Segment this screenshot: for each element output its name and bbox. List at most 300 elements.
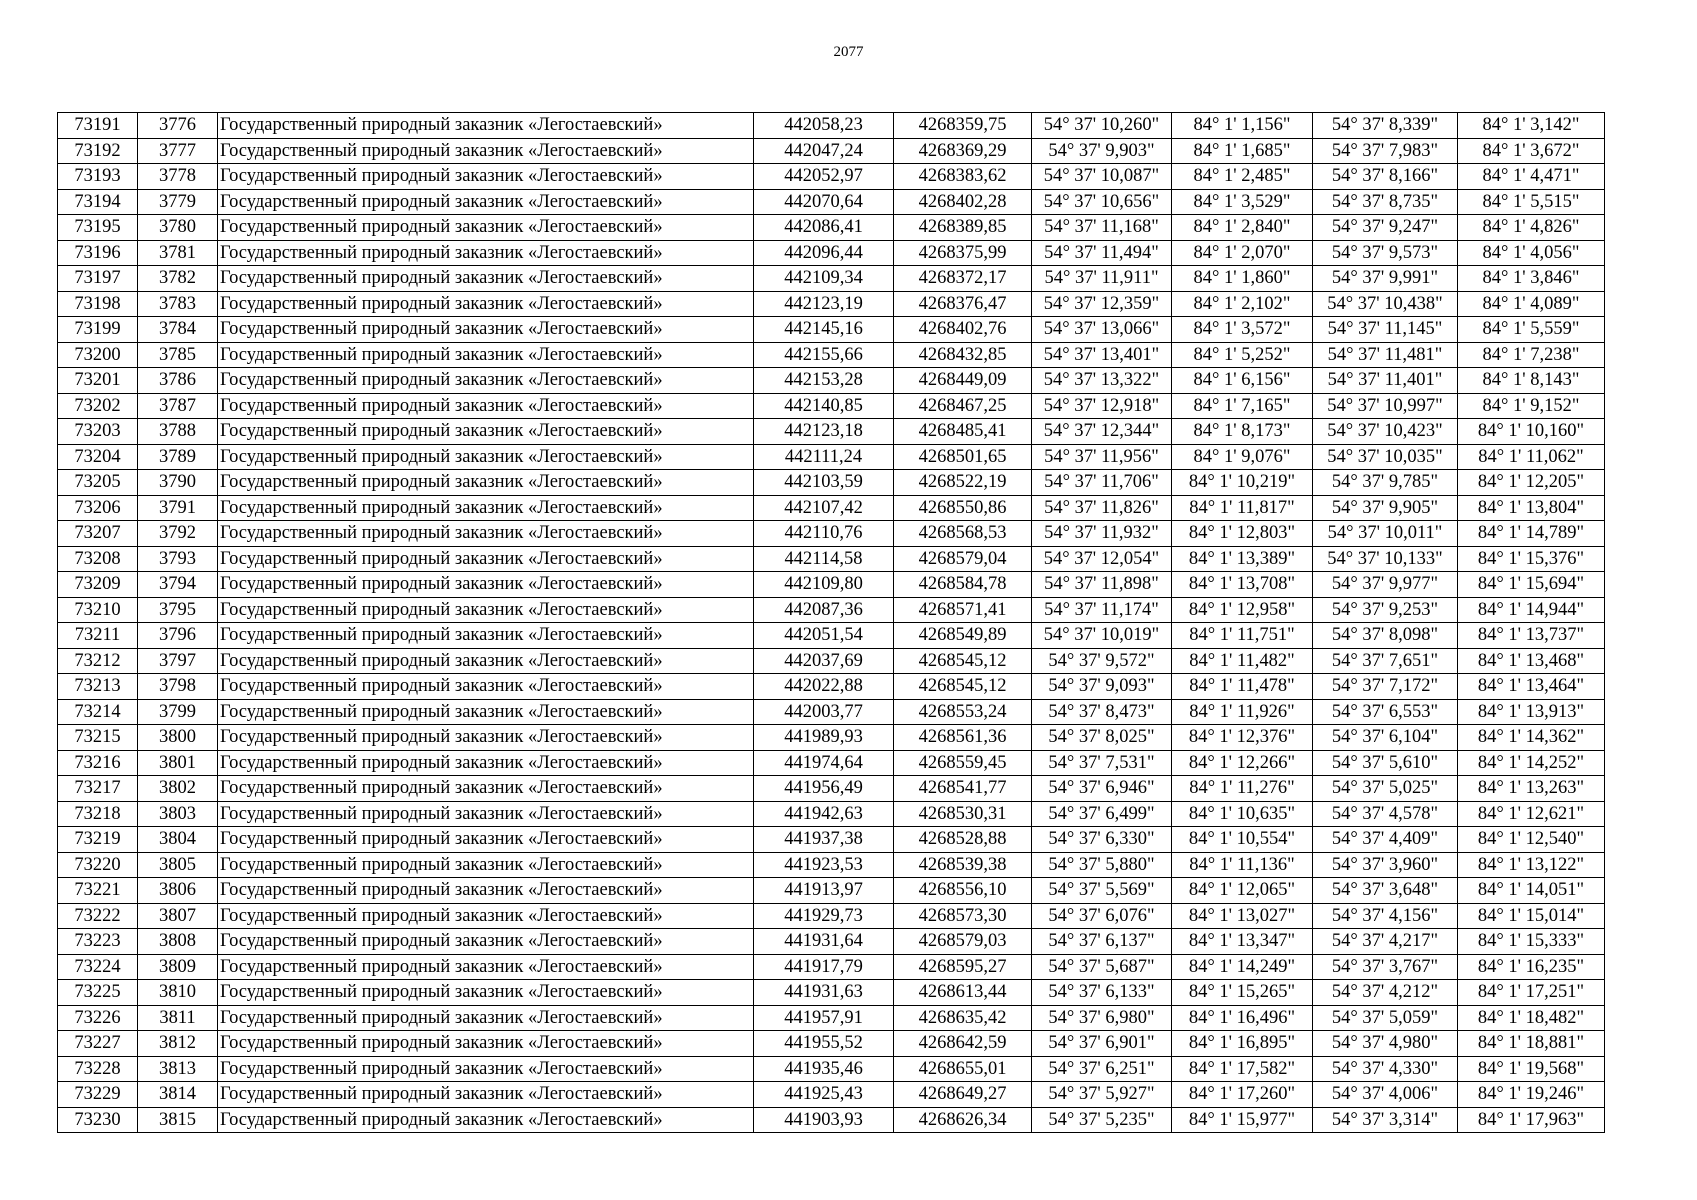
- cell-latitude-2: 54° 37' 9,573": [1313, 240, 1458, 266]
- cell-record-number: 73212: [58, 648, 138, 674]
- cell-longitude-2: 84° 1' 17,963": [1458, 1107, 1605, 1133]
- cell-x-coordinate: 441931,63: [754, 980, 894, 1006]
- cell-point-number: 3788: [138, 419, 218, 445]
- cell-y-coordinate: 4268376,47: [894, 291, 1032, 317]
- cell-y-coordinate: 4268559,45: [894, 750, 1032, 776]
- cell-longitude-1: 84° 1' 6,156": [1172, 368, 1313, 394]
- cell-x-coordinate: 442111,24: [754, 444, 894, 470]
- cell-longitude-2: 84° 1' 4,089": [1458, 291, 1605, 317]
- cell-reserve-name: Государственный природный заказник «Легостаевский»: [218, 164, 754, 190]
- cell-x-coordinate: 441913,97: [754, 878, 894, 904]
- cell-point-number: 3793: [138, 546, 218, 572]
- page-number: 2077: [833, 44, 864, 60]
- cell-y-coordinate: 4268571,41: [894, 597, 1032, 623]
- table-row: [58, 776, 1605, 802]
- cell-reserve-name: Государственный природный заказник «Легостаевский»: [218, 954, 754, 980]
- cell-longitude-2: 84° 1' 19,246": [1458, 1082, 1605, 1108]
- cell-record-number: 73223: [58, 929, 138, 955]
- cell-longitude-1: 84° 1' 14,249": [1172, 954, 1313, 980]
- cell-longitude-1: 84° 1' 9,076": [1172, 444, 1313, 470]
- table-row: [58, 674, 1605, 700]
- cell-x-coordinate: 442052,97: [754, 164, 894, 190]
- cell-x-coordinate: 442107,42: [754, 495, 894, 521]
- cell-x-coordinate: 441955,52: [754, 1031, 894, 1057]
- cell-x-coordinate: 442109,80: [754, 572, 894, 598]
- cell-x-coordinate: 442109,34: [754, 266, 894, 292]
- cell-y-coordinate: 4268568,53: [894, 521, 1032, 547]
- cell-longitude-2: 84° 1' 4,471": [1458, 164, 1605, 190]
- cell-x-coordinate: 441931,64: [754, 929, 894, 955]
- cell-latitude-2: 54° 37' 6,104": [1313, 725, 1458, 751]
- cell-latitude-2: 54° 37' 4,006": [1313, 1082, 1458, 1108]
- cell-longitude-2: 84° 1' 14,789": [1458, 521, 1605, 547]
- cell-reserve-name: Государственный природный заказник «Легостаевский»: [218, 521, 754, 547]
- cell-y-coordinate: 4268369,29: [894, 138, 1032, 164]
- cell-y-coordinate: 4268553,24: [894, 699, 1032, 725]
- table-row: [58, 954, 1605, 980]
- cell-latitude-2: 54° 37' 4,330": [1313, 1056, 1458, 1082]
- cell-point-number: 3785: [138, 342, 218, 368]
- cell-latitude-1: 54° 37' 6,251": [1032, 1056, 1172, 1082]
- cell-y-coordinate: 4268402,76: [894, 317, 1032, 343]
- cell-longitude-2: 84° 1' 18,482": [1458, 1005, 1605, 1031]
- table-row: [58, 266, 1605, 292]
- cell-latitude-1: 54° 37' 11,174": [1032, 597, 1172, 623]
- cell-latitude-1: 54° 37' 11,494": [1032, 240, 1172, 266]
- cell-record-number: 73222: [58, 903, 138, 929]
- table-row: [58, 317, 1605, 343]
- cell-latitude-1: 54° 37' 11,706": [1032, 470, 1172, 496]
- cell-point-number: 3792: [138, 521, 218, 547]
- cell-longitude-2: 84° 1' 13,737": [1458, 623, 1605, 649]
- cell-longitude-2: 84° 1' 4,056": [1458, 240, 1605, 266]
- table-row: [58, 1056, 1605, 1082]
- cell-record-number: 73205: [58, 470, 138, 496]
- cell-point-number: 3794: [138, 572, 218, 598]
- cell-longitude-2: 84° 1' 12,621": [1458, 801, 1605, 827]
- cell-record-number: 73194: [58, 189, 138, 215]
- cell-reserve-name: Государственный природный заказник «Легостаевский»: [218, 597, 754, 623]
- cell-longitude-1: 84° 1' 1,860": [1172, 266, 1313, 292]
- cell-longitude-1: 84° 1' 7,165": [1172, 393, 1313, 419]
- cell-longitude-2: 84° 1' 13,468": [1458, 648, 1605, 674]
- cell-record-number: 73215: [58, 725, 138, 751]
- cell-y-coordinate: 4268372,17: [894, 266, 1032, 292]
- cell-latitude-1: 54° 37' 9,093": [1032, 674, 1172, 700]
- cell-longitude-1: 84° 1' 15,265": [1172, 980, 1313, 1006]
- cell-reserve-name: Государственный природный заказник «Легостаевский»: [218, 495, 754, 521]
- cell-record-number: 73229: [58, 1082, 138, 1108]
- cell-point-number: 3800: [138, 725, 218, 751]
- cell-latitude-1: 54° 37' 11,826": [1032, 495, 1172, 521]
- cell-reserve-name: Государственный природный заказник «Легостаевский»: [218, 138, 754, 164]
- table-row: [58, 750, 1605, 776]
- cell-point-number: 3801: [138, 750, 218, 776]
- table-row: [58, 291, 1605, 317]
- cell-y-coordinate: 4268539,38: [894, 852, 1032, 878]
- cell-latitude-2: 54° 37' 6,553": [1313, 699, 1458, 725]
- cell-x-coordinate: 441956,49: [754, 776, 894, 802]
- table-row: [58, 827, 1605, 853]
- cell-reserve-name: Государственный природный заказник «Легостаевский»: [218, 317, 754, 343]
- cell-longitude-1: 84° 1' 12,376": [1172, 725, 1313, 751]
- cell-y-coordinate: 4268584,78: [894, 572, 1032, 598]
- cell-x-coordinate: 441917,79: [754, 954, 894, 980]
- cell-x-coordinate: 441903,93: [754, 1107, 894, 1133]
- cell-y-coordinate: 4268549,89: [894, 623, 1032, 649]
- cell-reserve-name: Государственный природный заказник «Легостаевский»: [218, 827, 754, 853]
- cell-longitude-2: 84° 1' 19,568": [1458, 1056, 1605, 1082]
- cell-reserve-name: Государственный природный заказник «Легостаевский»: [218, 929, 754, 955]
- cell-y-coordinate: 4268522,19: [894, 470, 1032, 496]
- cell-record-number: 73209: [58, 572, 138, 598]
- cell-latitude-2: 54° 37' 3,767": [1313, 954, 1458, 980]
- cell-latitude-2: 54° 37' 8,098": [1313, 623, 1458, 649]
- cell-longitude-1: 84° 1' 8,173": [1172, 419, 1313, 445]
- cell-latitude-2: 54° 37' 10,011": [1313, 521, 1458, 547]
- cell-longitude-1: 84° 1' 16,496": [1172, 1005, 1313, 1031]
- cell-point-number: 3790: [138, 470, 218, 496]
- cell-latitude-1: 54° 37' 12,918": [1032, 393, 1172, 419]
- cell-y-coordinate: 4268402,28: [894, 189, 1032, 215]
- cell-point-number: 3791: [138, 495, 218, 521]
- cell-latitude-1: 54° 37' 6,330": [1032, 827, 1172, 853]
- cell-longitude-1: 84° 1' 16,895": [1172, 1031, 1313, 1057]
- cell-reserve-name: Государственный природный заказник «Легостаевский»: [218, 342, 754, 368]
- cell-longitude-2: 84° 1' 11,062": [1458, 444, 1605, 470]
- cell-longitude-2: 84° 1' 16,235": [1458, 954, 1605, 980]
- cell-y-coordinate: 4268579,03: [894, 929, 1032, 955]
- cell-longitude-1: 84° 1' 3,572": [1172, 317, 1313, 343]
- cell-point-number: 3808: [138, 929, 218, 955]
- cell-latitude-2: 54° 37' 10,035": [1313, 444, 1458, 470]
- cell-point-number: 3797: [138, 648, 218, 674]
- cell-longitude-1: 84° 1' 11,478": [1172, 674, 1313, 700]
- cell-record-number: 73204: [58, 444, 138, 470]
- cell-reserve-name: Государственный природный заказник «Легостаевский»: [218, 878, 754, 904]
- cell-x-coordinate: 442110,76: [754, 521, 894, 547]
- table-row: [58, 113, 1605, 139]
- cell-latitude-2: 54° 37' 9,977": [1313, 572, 1458, 598]
- cell-reserve-name: Государственный природный заказник «Легостаевский»: [218, 648, 754, 674]
- cell-longitude-1: 84° 1' 11,751": [1172, 623, 1313, 649]
- table-row: [58, 648, 1605, 674]
- cell-record-number: 73203: [58, 419, 138, 445]
- cell-record-number: 73208: [58, 546, 138, 572]
- cell-y-coordinate: 4268642,59: [894, 1031, 1032, 1057]
- cell-point-number: 3795: [138, 597, 218, 623]
- cell-longitude-1: 84° 1' 3,529": [1172, 189, 1313, 215]
- cell-longitude-1: 84° 1' 12,803": [1172, 521, 1313, 547]
- table-row: [58, 980, 1605, 1006]
- cell-point-number: 3811: [138, 1005, 218, 1031]
- cell-x-coordinate: 441974,64: [754, 750, 894, 776]
- cell-x-coordinate: 442051,54: [754, 623, 894, 649]
- cell-x-coordinate: 442087,36: [754, 597, 894, 623]
- table-row: [58, 597, 1605, 623]
- cell-longitude-1: 84° 1' 11,482": [1172, 648, 1313, 674]
- cell-x-coordinate: 442047,24: [754, 138, 894, 164]
- cell-x-coordinate: 442022,88: [754, 674, 894, 700]
- cell-record-number: 73201: [58, 368, 138, 394]
- cell-y-coordinate: 4268649,27: [894, 1082, 1032, 1108]
- cell-reserve-name: Государственный природный заказник «Легостаевский»: [218, 1107, 754, 1133]
- cell-latitude-2: 54° 37' 9,247": [1313, 215, 1458, 241]
- cell-longitude-1: 84° 1' 1,156": [1172, 113, 1313, 139]
- cell-latitude-2: 54° 37' 9,905": [1313, 495, 1458, 521]
- cell-record-number: 73225: [58, 980, 138, 1006]
- cell-y-coordinate: 4268545,12: [894, 674, 1032, 700]
- cell-longitude-1: 84° 1' 10,635": [1172, 801, 1313, 827]
- cell-point-number: 3780: [138, 215, 218, 241]
- table-row: [58, 393, 1605, 419]
- cell-latitude-2: 54° 37' 11,145": [1313, 317, 1458, 343]
- cell-longitude-1: 84° 1' 1,685": [1172, 138, 1313, 164]
- cell-record-number: 73217: [58, 776, 138, 802]
- cell-longitude-2: 84° 1' 14,944": [1458, 597, 1605, 623]
- cell-latitude-1: 54° 37' 11,911": [1032, 266, 1172, 292]
- cell-x-coordinate: 442145,16: [754, 317, 894, 343]
- cell-latitude-1: 54° 37' 5,927": [1032, 1082, 1172, 1108]
- cell-record-number: 73227: [58, 1031, 138, 1057]
- cell-longitude-1: 84° 1' 2,102": [1172, 291, 1313, 317]
- cell-record-number: 73218: [58, 801, 138, 827]
- cell-latitude-1: 54° 37' 8,025": [1032, 725, 1172, 751]
- cell-y-coordinate: 4268556,10: [894, 878, 1032, 904]
- cell-latitude-2: 54° 37' 10,997": [1313, 393, 1458, 419]
- cell-longitude-2: 84° 1' 3,672": [1458, 138, 1605, 164]
- cell-reserve-name: Государственный природный заказник «Легостаевский»: [218, 189, 754, 215]
- cell-x-coordinate: 441937,38: [754, 827, 894, 853]
- table-row: [58, 623, 1605, 649]
- cell-longitude-1: 84° 1' 12,958": [1172, 597, 1313, 623]
- cell-latitude-1: 54° 37' 8,473": [1032, 699, 1172, 725]
- cell-longitude-2: 84° 1' 13,464": [1458, 674, 1605, 700]
- cell-latitude-1: 54° 37' 10,656": [1032, 189, 1172, 215]
- table-row: [58, 368, 1605, 394]
- cell-longitude-2: 84° 1' 4,826": [1458, 215, 1605, 241]
- cell-longitude-2: 84° 1' 12,540": [1458, 827, 1605, 853]
- cell-latitude-2: 54° 37' 4,980": [1313, 1031, 1458, 1057]
- cell-latitude-2: 54° 37' 9,991": [1313, 266, 1458, 292]
- cell-y-coordinate: 4268449,09: [894, 368, 1032, 394]
- cell-longitude-2: 84° 1' 14,051": [1458, 878, 1605, 904]
- table-row: [58, 138, 1605, 164]
- cell-record-number: 73193: [58, 164, 138, 190]
- cell-record-number: 73214: [58, 699, 138, 725]
- table-row: [58, 189, 1605, 215]
- cell-x-coordinate: 442123,19: [754, 291, 894, 317]
- cell-y-coordinate: 4268545,12: [894, 648, 1032, 674]
- cell-record-number: 73195: [58, 215, 138, 241]
- cell-latitude-1: 54° 37' 7,531": [1032, 750, 1172, 776]
- cell-y-coordinate: 4268530,31: [894, 801, 1032, 827]
- cell-longitude-2: 84° 1' 12,205": [1458, 470, 1605, 496]
- cell-record-number: 73226: [58, 1005, 138, 1031]
- cell-longitude-1: 84° 1' 11,926": [1172, 699, 1313, 725]
- cell-x-coordinate: 441989,93: [754, 725, 894, 751]
- cell-x-coordinate: 441923,53: [754, 852, 894, 878]
- table-row: [58, 419, 1605, 445]
- cell-y-coordinate: 4268635,42: [894, 1005, 1032, 1031]
- cell-record-number: 73199: [58, 317, 138, 343]
- cell-latitude-1: 54° 37' 6,980": [1032, 1005, 1172, 1031]
- cell-longitude-2: 84° 1' 7,238": [1458, 342, 1605, 368]
- cell-latitude-2: 54° 37' 4,409": [1313, 827, 1458, 853]
- cell-reserve-name: Государственный природный заказник «Легостаевский»: [218, 470, 754, 496]
- cell-x-coordinate: 442003,77: [754, 699, 894, 725]
- cell-latitude-2: 54° 37' 9,253": [1313, 597, 1458, 623]
- cell-latitude-1: 54° 37' 12,054": [1032, 546, 1172, 572]
- cell-record-number: 73198: [58, 291, 138, 317]
- cell-latitude-2: 54° 37' 4,212": [1313, 980, 1458, 1006]
- cell-x-coordinate: 442103,59: [754, 470, 894, 496]
- cell-y-coordinate: 4268528,88: [894, 827, 1032, 853]
- cell-point-number: 3777: [138, 138, 218, 164]
- cell-record-number: 73192: [58, 138, 138, 164]
- cell-latitude-1: 54° 37' 11,956": [1032, 444, 1172, 470]
- cell-y-coordinate: 4268485,41: [894, 419, 1032, 445]
- cell-point-number: 3781: [138, 240, 218, 266]
- cell-y-coordinate: 4268613,44: [894, 980, 1032, 1006]
- cell-longitude-1: 84° 1' 12,065": [1172, 878, 1313, 904]
- cell-point-number: 3799: [138, 699, 218, 725]
- cell-longitude-2: 84° 1' 15,014": [1458, 903, 1605, 929]
- cell-reserve-name: Государственный природный заказник «Легостаевский»: [218, 266, 754, 292]
- cell-y-coordinate: 4268550,86: [894, 495, 1032, 521]
- table-row: [58, 852, 1605, 878]
- cell-longitude-2: 84° 1' 13,122": [1458, 852, 1605, 878]
- table-row: [58, 1031, 1605, 1057]
- cell-x-coordinate: 441942,63: [754, 801, 894, 827]
- cell-y-coordinate: 4268579,04: [894, 546, 1032, 572]
- cell-x-coordinate: 442153,28: [754, 368, 894, 394]
- cell-longitude-2: 84° 1' 17,251": [1458, 980, 1605, 1006]
- cell-point-number: 3813: [138, 1056, 218, 1082]
- cell-x-coordinate: 442096,44: [754, 240, 894, 266]
- cell-latitude-2: 54° 37' 11,481": [1313, 342, 1458, 368]
- coordinates-table-body: [58, 113, 1605, 1133]
- cell-reserve-name: Государственный природный заказник «Легостаевский»: [218, 291, 754, 317]
- cell-longitude-1: 84° 1' 10,219": [1172, 470, 1313, 496]
- cell-reserve-name: Государственный природный заказник «Легостаевский»: [218, 852, 754, 878]
- cell-latitude-2: 54° 37' 10,133": [1313, 546, 1458, 572]
- cell-longitude-1: 84° 1' 11,136": [1172, 852, 1313, 878]
- cell-longitude-1: 84° 1' 13,708": [1172, 572, 1313, 598]
- cell-x-coordinate: 441957,91: [754, 1005, 894, 1031]
- cell-point-number: 3805: [138, 852, 218, 878]
- cell-point-number: 3798: [138, 674, 218, 700]
- cell-latitude-2: 54° 37' 11,401": [1313, 368, 1458, 394]
- cell-x-coordinate: 442086,41: [754, 215, 894, 241]
- cell-latitude-1: 54° 37' 10,087": [1032, 164, 1172, 190]
- cell-point-number: 3814: [138, 1082, 218, 1108]
- cell-longitude-1: 84° 1' 13,027": [1172, 903, 1313, 929]
- table-row: [58, 1005, 1605, 1031]
- cell-latitude-1: 54° 37' 6,137": [1032, 929, 1172, 955]
- cell-point-number: 3783: [138, 291, 218, 317]
- cell-reserve-name: Государственный природный заказник «Легостаевский»: [218, 750, 754, 776]
- cell-reserve-name: Государственный природный заказник «Легостаевский»: [218, 1056, 754, 1082]
- cell-longitude-2: 84° 1' 15,333": [1458, 929, 1605, 955]
- cell-point-number: 3784: [138, 317, 218, 343]
- cell-longitude-2: 84° 1' 3,142": [1458, 113, 1605, 139]
- cell-latitude-2: 54° 37' 8,735": [1313, 189, 1458, 215]
- cell-point-number: 3796: [138, 623, 218, 649]
- cell-latitude-2: 54° 37' 4,578": [1313, 801, 1458, 827]
- cell-reserve-name: Государственный природный заказник «Легостаевский»: [218, 113, 754, 139]
- cell-y-coordinate: 4268595,27: [894, 954, 1032, 980]
- cell-record-number: 73207: [58, 521, 138, 547]
- cell-record-number: 73220: [58, 852, 138, 878]
- cell-x-coordinate: 441935,46: [754, 1056, 894, 1082]
- cell-latitude-1: 54° 37' 12,359": [1032, 291, 1172, 317]
- cell-latitude-2: 54° 37' 8,339": [1313, 113, 1458, 139]
- cell-x-coordinate: 442155,66: [754, 342, 894, 368]
- cell-latitude-1: 54° 37' 11,932": [1032, 521, 1172, 547]
- cell-y-coordinate: 4268561,36: [894, 725, 1032, 751]
- cell-x-coordinate: 441929,73: [754, 903, 894, 929]
- cell-latitude-1: 54° 37' 12,344": [1032, 419, 1172, 445]
- table-row: [58, 342, 1605, 368]
- cell-y-coordinate: 4268573,30: [894, 903, 1032, 929]
- cell-latitude-1: 54° 37' 11,898": [1032, 572, 1172, 598]
- cell-latitude-1: 54° 37' 11,168": [1032, 215, 1172, 241]
- cell-point-number: 3779: [138, 189, 218, 215]
- cell-reserve-name: Государственный природный заказник «Легостаевский»: [218, 776, 754, 802]
- table-row: [58, 929, 1605, 955]
- cell-point-number: 3806: [138, 878, 218, 904]
- cell-longitude-2: 84° 1' 3,846": [1458, 266, 1605, 292]
- cell-latitude-1: 54° 37' 5,687": [1032, 954, 1172, 980]
- cell-x-coordinate: 442114,58: [754, 546, 894, 572]
- table-row: [58, 495, 1605, 521]
- cell-longitude-1: 84° 1' 11,276": [1172, 776, 1313, 802]
- cell-latitude-1: 54° 37' 5,569": [1032, 878, 1172, 904]
- cell-latitude-2: 54° 37' 10,438": [1313, 291, 1458, 317]
- table-row: [58, 240, 1605, 266]
- table-row: [58, 801, 1605, 827]
- cell-record-number: 73230: [58, 1107, 138, 1133]
- cell-reserve-name: Государственный природный заказник «Легостаевский»: [218, 623, 754, 649]
- cell-point-number: 3778: [138, 164, 218, 190]
- cell-x-coordinate: 442058,23: [754, 113, 894, 139]
- cell-longitude-1: 84° 1' 17,582": [1172, 1056, 1313, 1082]
- cell-latitude-2: 54° 37' 7,651": [1313, 648, 1458, 674]
- cell-record-number: 73219: [58, 827, 138, 853]
- cell-longitude-2: 84° 1' 13,804": [1458, 495, 1605, 521]
- cell-point-number: 3804: [138, 827, 218, 853]
- cell-latitude-1: 54° 37' 10,019": [1032, 623, 1172, 649]
- cell-latitude-1: 54° 37' 6,499": [1032, 801, 1172, 827]
- cell-latitude-2: 54° 37' 3,648": [1313, 878, 1458, 904]
- cell-y-coordinate: 4268383,62: [894, 164, 1032, 190]
- cell-reserve-name: Государственный природный заказник «Легостаевский»: [218, 393, 754, 419]
- cell-point-number: 3809: [138, 954, 218, 980]
- cell-point-number: 3787: [138, 393, 218, 419]
- cell-reserve-name: Государственный природный заказник «Легостаевский»: [218, 699, 754, 725]
- cell-longitude-2: 84° 1' 15,376": [1458, 546, 1605, 572]
- cell-longitude-2: 84° 1' 10,160": [1458, 419, 1605, 445]
- cell-y-coordinate: 4268467,25: [894, 393, 1032, 419]
- cell-longitude-2: 84° 1' 14,252": [1458, 750, 1605, 776]
- cell-longitude-1: 84° 1' 13,389": [1172, 546, 1313, 572]
- cell-reserve-name: Государственный природный заказник «Легостаевский»: [218, 572, 754, 598]
- cell-longitude-1: 84° 1' 11,817": [1172, 495, 1313, 521]
- cell-latitude-2: 54° 37' 4,156": [1313, 903, 1458, 929]
- cell-longitude-1: 84° 1' 2,070": [1172, 240, 1313, 266]
- cell-y-coordinate: 4268626,34: [894, 1107, 1032, 1133]
